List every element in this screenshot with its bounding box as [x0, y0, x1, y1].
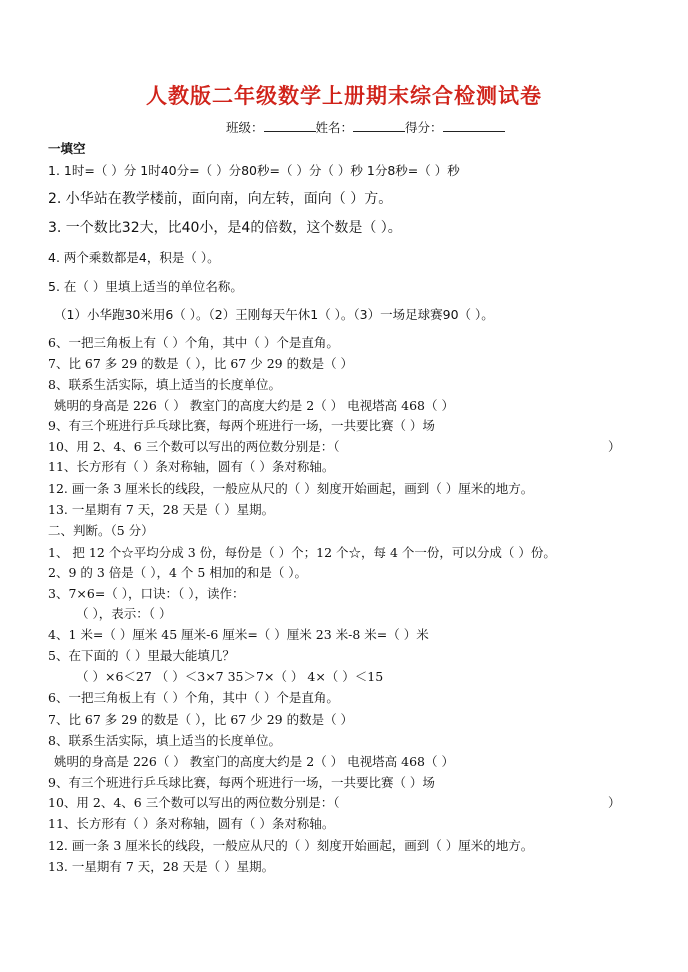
- question-2-10: 10、用 2、4、6 三个数可以写出的两位数分别是：（: [48, 795, 340, 810]
- question-2-5: 5、在下面的（ ）里最大能填几？: [48, 648, 235, 663]
- question-2-2: 2、9 的 3 倍是（ ），4 个 5 相加的和是（ ）。: [48, 565, 308, 580]
- name-blank[interactable]: [353, 118, 405, 132]
- score-blank[interactable]: [443, 118, 505, 132]
- question-2-1: 1、 把 12 个☆平均分成 3 份，每份是（ ）个；12 个☆，每 4 个一份，可以分成（ ）份。: [48, 545, 556, 560]
- question-2-11: 11、长方形有（ ）条对称轴，圆有（ ）条对称轴。: [48, 816, 335, 831]
- class-label: 班级：: [226, 120, 264, 135]
- question-2-10-close: ）: [608, 795, 621, 810]
- name-label: 姓名：: [315, 120, 354, 135]
- question-1-4: 4. 两个乘数都是4，积是（ ）。: [48, 250, 220, 265]
- question-1-10: 10、用 2、4、6 三个数可以写出的两位数分别是：（: [48, 439, 340, 454]
- question-1-5: 5. 在（ ）里填上适当的单位名称。: [48, 279, 243, 294]
- question-2-12: 12. 画一条 3 厘米长的线段，一般应从尺的（ ）刻度开始画起，画到（ ）厘米的地方。: [48, 838, 534, 853]
- question-2-8: 8、联系生活实际，填上适当的长度单位。: [48, 733, 281, 748]
- question-2-7: 7、比 67 多 29 的数是（ ），比 67 少 29 的数是（ ）: [48, 712, 354, 727]
- question-1-5-sub: （1）小华跑30米用6（ ）。（2）王刚每天午休1（ ）。（3）一场足球赛90（ ）。: [54, 307, 494, 322]
- question-2-3-sub: （ ），表示：（ ）: [76, 606, 172, 621]
- question-2-4: 4、1 米=（ ）厘米 45 厘米-6 厘米=（ ）厘米 23 米-8 米=（ ）米: [48, 627, 429, 642]
- page-title: 人教版二年级数学上册期末综合检测试卷: [146, 84, 542, 108]
- section-heading-judge: 二、判断。（5 分）: [48, 523, 154, 538]
- question-2-9: 9、有三个班进行乒乓球比赛，每两个班进行一场，一共要比赛（ ）场: [48, 775, 435, 790]
- question-2-6: 6、一把三角板上有（ ）个角，其中（ ）个是直角。: [48, 690, 339, 705]
- question-1-3: 3. 一个数比32大，比40小，是4的倍数，这个数是（ ）。: [48, 220, 402, 236]
- question-1-7: 7、比 67 多 29 的数是（ ），比 67 少 29 的数是（ ）: [48, 356, 354, 371]
- question-1-9: 9、有三个班进行乒乓球比赛，每两个班进行一场，一共要比赛（ ）场: [48, 418, 435, 433]
- question-2-3: 3、7×6=（ ），口诀：（ ），读作：: [48, 586, 245, 601]
- student-info-row: [226, 118, 505, 136]
- question-1-1: 1. 1时=（ ）分 1时40分=（ ）分80秒=（ ）分（ ）秒 1分8秒=（ ）秒: [48, 163, 460, 178]
- question-2-13: 13. 一星期有 7 天，28 天是（ ）星期。: [48, 859, 275, 874]
- question-1-8-sub: 姚明的身高是 226（ ） 教室门的高度大约是 2（ ） 电视塔高 468（ ）: [54, 398, 454, 413]
- question-1-12: 12. 画一条 3 厘米长的线段，一般应从尺的（ ）刻度开始画起，画到（ ）厘米的地方。: [48, 481, 534, 496]
- question-1-13: 13. 一星期有 7 天，28 天是（ ）星期。: [48, 502, 275, 517]
- question-2-5-sub: （ ）×6＜27 （ ）＜3×7 35＞7×（ ） 4×（ ）＜15: [76, 669, 384, 684]
- score-label: 得分：: [405, 120, 443, 135]
- section-heading-fill: 一填空: [48, 141, 86, 156]
- question-2-8-sub: 姚明的身高是 226（ ） 教室门的高度大约是 2（ ） 电视塔高 468（ ）: [54, 754, 454, 769]
- question-1-2: 2. 小华站在教学楼前，面向南，向左转，面向（ ）方。: [48, 191, 393, 207]
- question-1-6: 6、一把三角板上有（ ）个角，其中（ ）个是直角。: [48, 335, 339, 350]
- question-1-10-close: ）: [608, 439, 621, 454]
- class-blank[interactable]: [264, 118, 316, 132]
- question-1-8: 8、联系生活实际，填上适当的长度单位。: [48, 377, 281, 392]
- question-1-11: 11、长方形有（ ）条对称轴，圆有（ ）条对称轴。: [48, 459, 335, 474]
